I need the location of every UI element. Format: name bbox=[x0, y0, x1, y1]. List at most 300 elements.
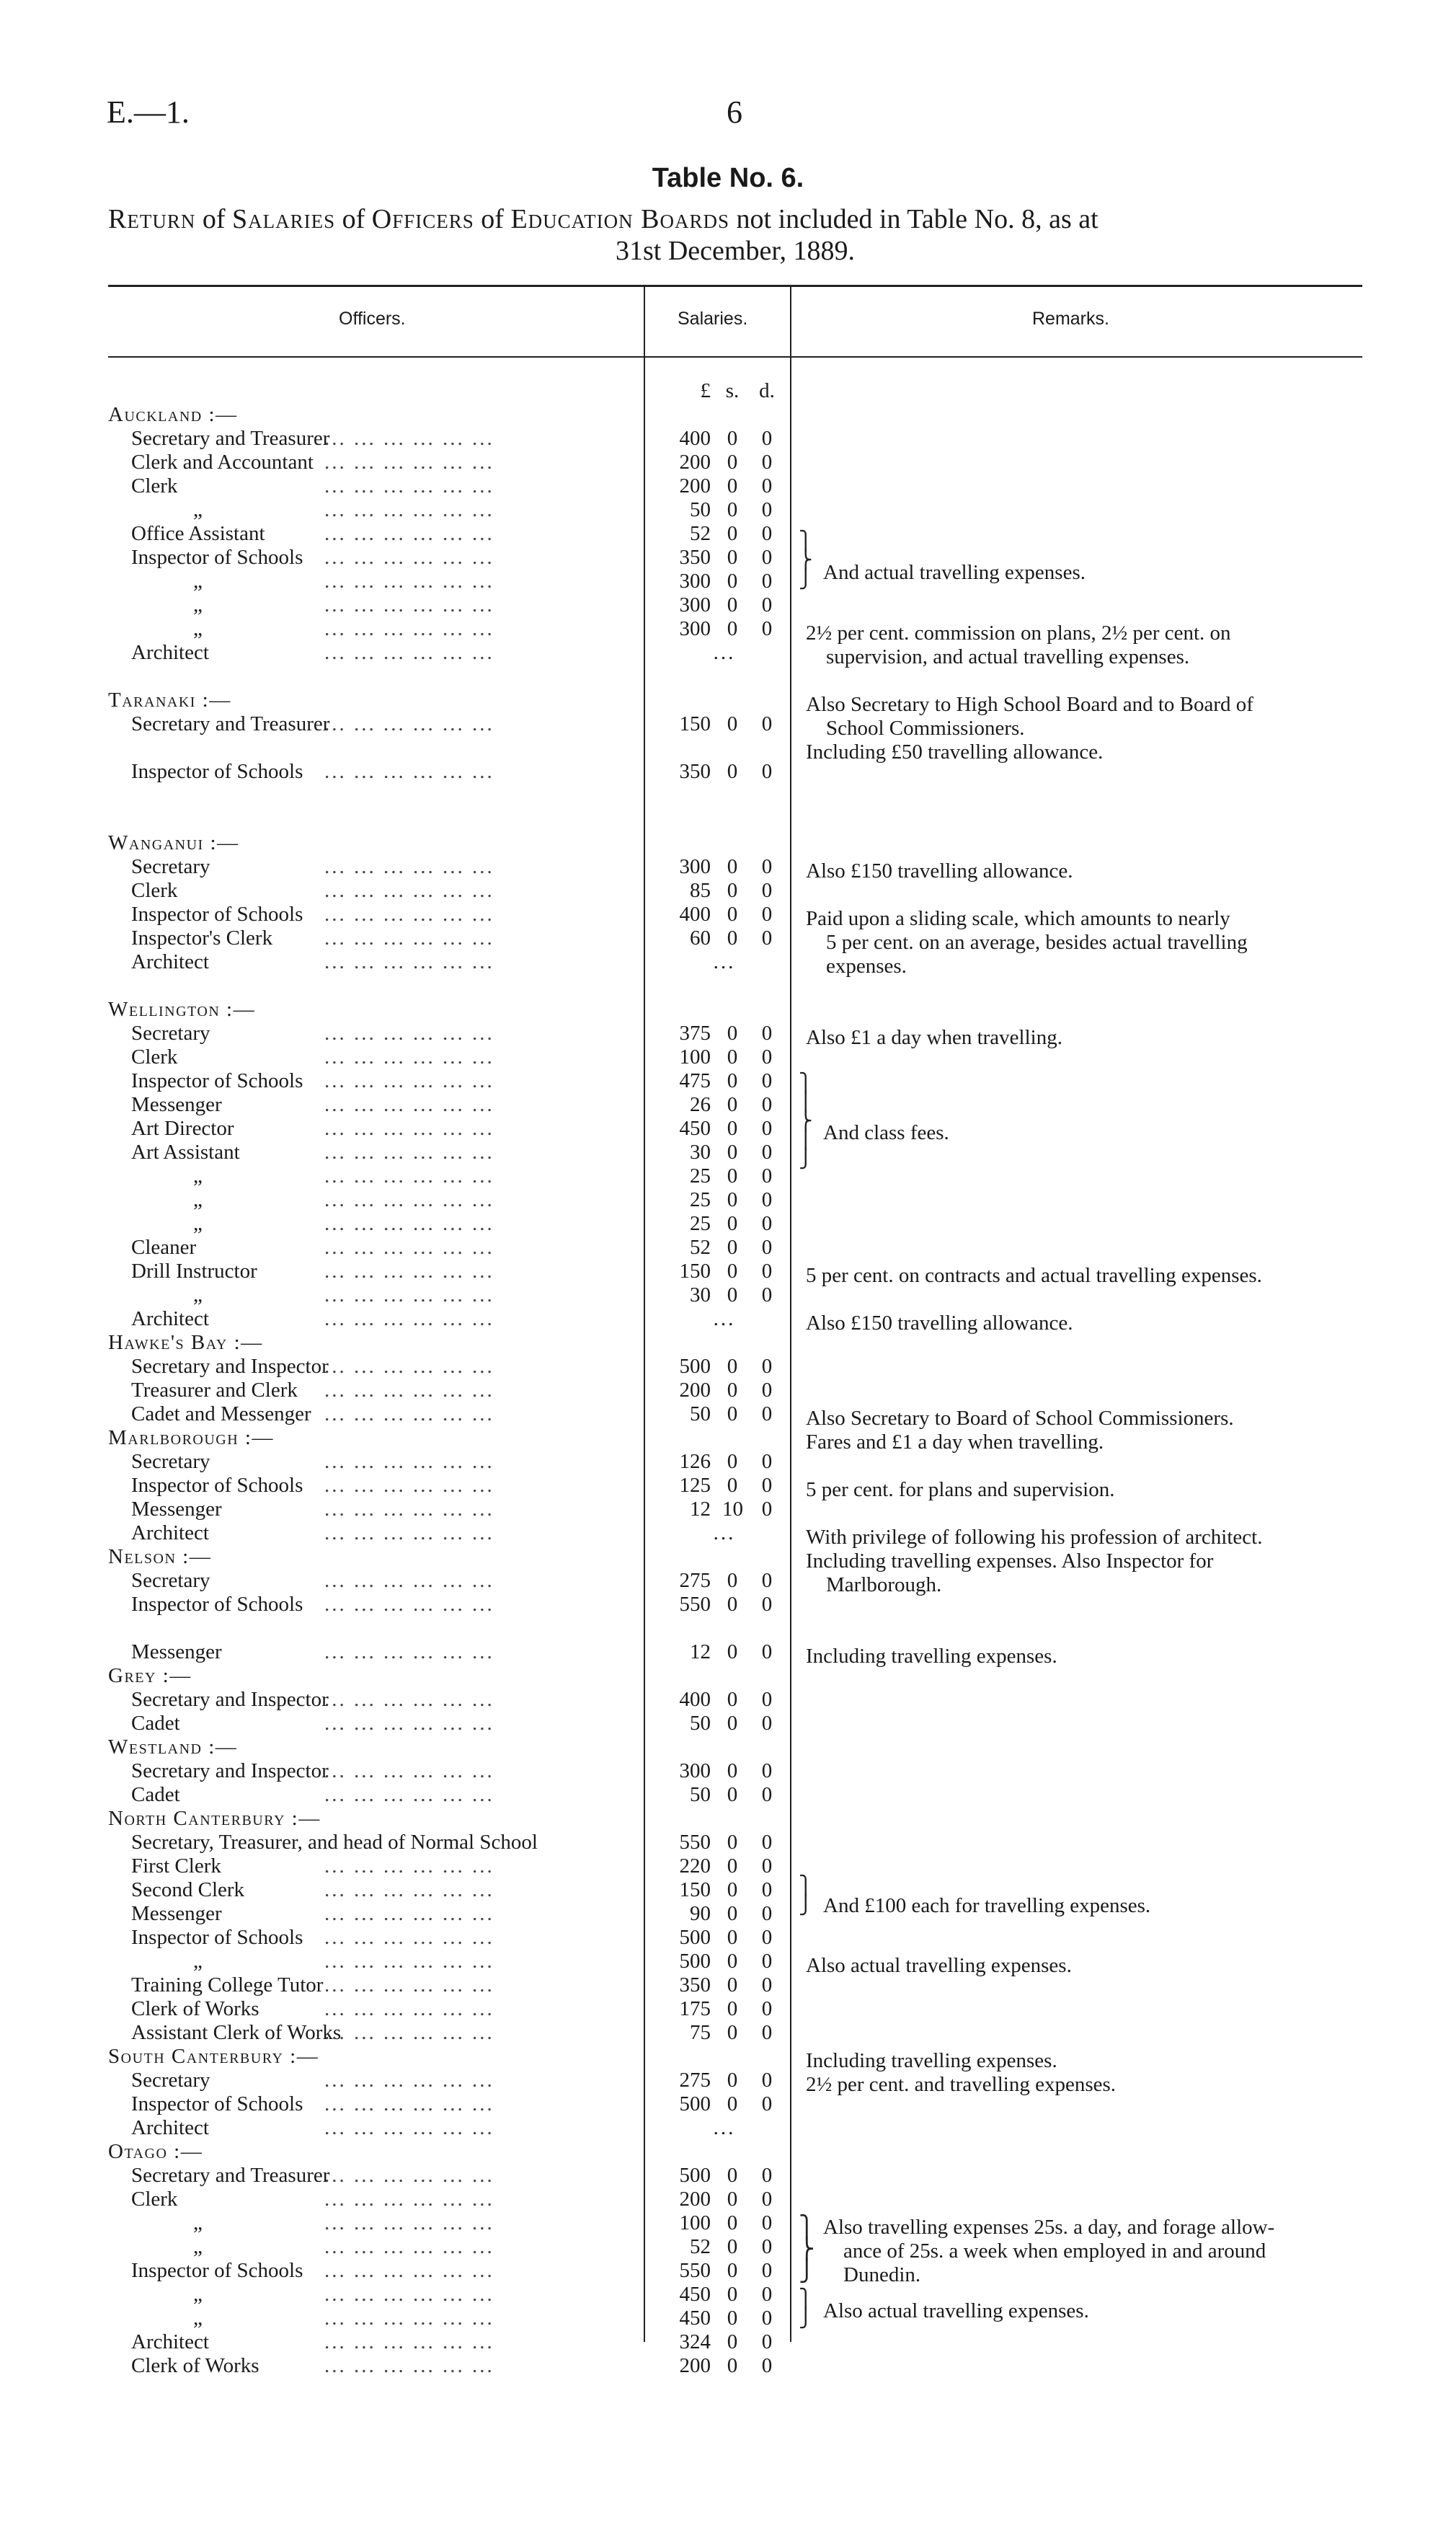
salary-shillings: 0 bbox=[727, 570, 738, 593]
leader-dots: ... ... ... ... ... ... bbox=[324, 1759, 494, 1782]
salary-pounds: 50 bbox=[690, 498, 711, 521]
leader-dots: ... ... ... ... ... ... bbox=[324, 1164, 494, 1188]
salary-shillings: 0 bbox=[727, 593, 738, 616]
salary-row bbox=[0, 427, 1456, 451]
salary-pence: 0 bbox=[761, 2021, 773, 2044]
subtitle-word: Return bbox=[108, 204, 196, 234]
salary-row bbox=[0, 2354, 1456, 2378]
salary-pence: 0 bbox=[761, 617, 773, 640]
salary-pounds: 25 bbox=[690, 1188, 711, 1211]
salary-pounds: 300 bbox=[679, 617, 711, 640]
salary-row bbox=[0, 593, 1456, 617]
officer-title: Second Clerk bbox=[131, 1878, 245, 1901]
brace-wellington-art: ⎫ ⎪ ⎬ ⎪ ⎭ bbox=[799, 1073, 813, 1169]
salary-shillings: 0 bbox=[727, 617, 738, 640]
salary-pence: 0 bbox=[761, 1188, 773, 1211]
salary-shillings: 0 bbox=[727, 1188, 738, 1211]
leader-dots: ... ... ... ... ... ... bbox=[324, 712, 494, 735]
officer-title: Drill Instructor bbox=[131, 1260, 257, 1283]
officer-title: Clerk of Works bbox=[131, 2354, 259, 2377]
column-header-officers: Officers. bbox=[339, 309, 406, 329]
salary-pence: 0 bbox=[761, 2164, 773, 2187]
salary-row bbox=[0, 1688, 1456, 1712]
leader-dots: ... ... ... ... ... ... bbox=[324, 2354, 494, 2377]
salary-pence: 0 bbox=[761, 855, 773, 878]
salary-shillings: 0 bbox=[727, 1854, 738, 1878]
salary-shillings: 0 bbox=[727, 855, 738, 878]
board-heading-row bbox=[0, 998, 1456, 1022]
salary-pounds: 450 bbox=[679, 1117, 711, 1140]
salary-shillings: 0 bbox=[727, 546, 738, 569]
salary-pounds: 175 bbox=[679, 1997, 711, 2020]
leader-dots: ... ... ... ... ... ... bbox=[324, 1521, 494, 1544]
salary-pounds: 275 bbox=[679, 2069, 711, 2092]
salary-shillings: 0 bbox=[727, 2235, 738, 2258]
leader-dots: ... ... ... ... ... ... bbox=[324, 1973, 494, 1997]
subtitle-word: not included in Table No. 8, as at bbox=[736, 204, 1098, 234]
leader-dots: ... ... ... ... ... ... bbox=[324, 2330, 494, 2353]
salary-row bbox=[0, 1212, 1456, 1236]
salary-pounds: 52 bbox=[690, 522, 711, 545]
salary-shillings: 0 bbox=[727, 2211, 738, 2234]
leader-dots: ... ... ... ... ... ... bbox=[324, 1283, 494, 1306]
remark-auckland-architect bbox=[806, 622, 1362, 669]
officer-title: „ bbox=[193, 1212, 203, 1235]
officer-title: Secretary and Inspector bbox=[131, 1355, 329, 1378]
salary-pounds: 350 bbox=[679, 1973, 711, 1997]
remark-line: Also Secretary to High School Board and to Board of bbox=[806, 693, 1253, 716]
officer-title: Secretary bbox=[131, 1450, 210, 1473]
remark-south-canterbury-inspector: Including travelling expenses. bbox=[806, 2049, 1057, 2072]
brace-otago-architect: ⎫ ⎭ bbox=[799, 2289, 813, 2328]
leader-dots: ... ... ... ... ... ... bbox=[324, 2164, 494, 2187]
officer-title: „ bbox=[193, 1283, 203, 1306]
officer-title: Secretary and Treasurer bbox=[131, 427, 330, 450]
leader-dots: ... ... ... ... ... ... bbox=[324, 617, 494, 640]
salary-nil: ... bbox=[713, 2116, 736, 2139]
leader-dots: ... ... ... ... ... ... bbox=[324, 1212, 494, 1235]
officer-title: Messenger bbox=[131, 1498, 222, 1521]
board-heading-row bbox=[0, 403, 1456, 427]
salary-shillings: 0 bbox=[727, 2069, 738, 2092]
salary-pounds: 500 bbox=[679, 1355, 711, 1378]
remark-taranaki-inspector: Including £50 travelling allowance. bbox=[806, 740, 1104, 764]
remark-marlborough-secretary: Also Secretary to Board of School Commissioners. bbox=[806, 1407, 1234, 1430]
page-number: 6 bbox=[727, 94, 742, 130]
leader-dots: ... ... ... ... ... ... bbox=[324, 1450, 494, 1473]
leader-dots: ... ... ... ... ... ... bbox=[324, 760, 494, 783]
salary-pounds: 85 bbox=[690, 879, 711, 902]
leader-dots: ... ... ... ... ... ... bbox=[324, 641, 494, 664]
salary-pounds: 52 bbox=[690, 1236, 711, 1259]
officer-title: Secretary bbox=[131, 1022, 210, 1045]
officer-title: Office Assistant bbox=[131, 522, 265, 545]
officer-title: „ bbox=[193, 2235, 203, 2258]
officer-title: Architect bbox=[131, 1521, 209, 1544]
column-header-remarks: Remarks. bbox=[1032, 309, 1109, 329]
salary-shillings: 0 bbox=[727, 2354, 738, 2377]
remark-line: School Commissioners. bbox=[826, 717, 1025, 740]
leader-dots: ... ... ... ... ... ... bbox=[324, 1022, 494, 1045]
officer-title: Architect bbox=[131, 1307, 209, 1330]
salary-row bbox=[0, 2116, 1456, 2140]
salary-shillings: 0 bbox=[727, 1093, 738, 1116]
salary-shillings: 0 bbox=[727, 1117, 738, 1140]
salary-pence: 0 bbox=[761, 546, 773, 569]
salary-pence: 0 bbox=[761, 760, 773, 783]
leader-dots: ... ... ... ... ... ... bbox=[324, 1640, 494, 1663]
salary-pounds: 475 bbox=[679, 1069, 711, 1092]
officer-title: Clerk bbox=[131, 474, 178, 498]
salary-nil: ... bbox=[713, 641, 736, 664]
officer-title: „ bbox=[193, 2283, 203, 2306]
salary-pence: 0 bbox=[761, 1878, 773, 1901]
officer-title: „ bbox=[193, 2307, 203, 2330]
officer-title: Cadet and Messenger bbox=[131, 1402, 311, 1425]
salary-row bbox=[0, 1236, 1456, 1260]
officer-title: Cleaner bbox=[131, 1236, 197, 1259]
salary-row bbox=[0, 1759, 1456, 1783]
salary-pounds: 500 bbox=[679, 1926, 711, 1949]
salary-pounds: 125 bbox=[679, 1474, 711, 1497]
leader-dots: ... ... ... ... ... ... bbox=[324, 1045, 494, 1069]
salary-pounds: 30 bbox=[690, 1283, 711, 1306]
salary-pounds: 75 bbox=[690, 2021, 711, 2044]
salary-pence: 0 bbox=[761, 1950, 773, 1973]
officer-title: Clerk of Works bbox=[131, 1997, 259, 2020]
subtitle-word: Education Boards bbox=[510, 204, 730, 234]
salary-row bbox=[0, 498, 1456, 522]
salary-row bbox=[0, 1069, 1456, 1093]
remark-north-canterbury-clerk-works: Also actual travelling expenses. bbox=[806, 1954, 1072, 1977]
salary-row bbox=[0, 1355, 1456, 1379]
salary-pence: 0 bbox=[761, 1379, 773, 1402]
salary-pence: 0 bbox=[761, 1236, 773, 1259]
salary-pounds: 450 bbox=[679, 2283, 711, 2306]
leader-dots: ... ... ... ... ... ... bbox=[324, 1878, 494, 1901]
pounds-header: £ bbox=[700, 379, 711, 402]
officer-title: „ bbox=[193, 570, 203, 593]
salary-pence: 0 bbox=[761, 2069, 773, 2092]
salary-shillings: 0 bbox=[727, 712, 738, 735]
salary-pounds: 200 bbox=[679, 451, 711, 474]
salary-row bbox=[0, 1188, 1456, 1212]
salary-shillings: 0 bbox=[727, 1355, 738, 1378]
leader-dots: ... ... ... ... ... ... bbox=[324, 1498, 494, 1521]
salary-shillings: 0 bbox=[727, 1878, 738, 1901]
salary-shillings: 0 bbox=[727, 1379, 738, 1402]
remark-line: ance of 25s. a week when employed in and around bbox=[843, 2239, 1266, 2263]
leader-dots: ... ... ... ... ... ... bbox=[324, 474, 494, 498]
salary-pounds: 200 bbox=[679, 1379, 711, 1402]
leader-dots: ... ... ... ... ... ... bbox=[324, 593, 494, 616]
officer-title: Secretary bbox=[131, 2069, 210, 2092]
officer-title: Inspector of Schools bbox=[131, 1474, 303, 1497]
salary-pence: 0 bbox=[761, 1759, 773, 1782]
salary-pounds: 300 bbox=[679, 1759, 711, 1782]
salary-pence: 0 bbox=[761, 2092, 773, 2115]
salary-pence: 0 bbox=[761, 427, 773, 450]
remark-north-canterbury-inspectors: And £100 each for travelling expenses. bbox=[823, 1894, 1151, 1917]
salary-shillings: 0 bbox=[727, 1926, 738, 1949]
leader-dots: ... ... ... ... ... ... bbox=[324, 2259, 494, 2282]
salary-pence: 0 bbox=[761, 1498, 773, 1521]
officer-title: Secretary and Inspector bbox=[131, 1759, 329, 1782]
salary-shillings: 0 bbox=[727, 2188, 738, 2211]
salary-row bbox=[0, 522, 1456, 546]
salary-shillings: 0 bbox=[727, 1688, 738, 1711]
remark-marlborough-architect: 5 per cent. for plans and supervision. bbox=[806, 1478, 1115, 1501]
salary-nil: ... bbox=[713, 950, 736, 973]
salary-shillings: 0 bbox=[727, 1783, 738, 1806]
leader-dots: ... ... ... ... ... ... bbox=[324, 1117, 494, 1140]
salary-pence: 0 bbox=[761, 2330, 773, 2353]
remark-line: Marlborough. bbox=[826, 1573, 942, 1596]
salary-pence: 0 bbox=[761, 1926, 773, 1949]
shillings-header: s. bbox=[725, 379, 740, 402]
officer-title: Secretary bbox=[131, 1569, 210, 1592]
board-name: North Canterbury :— bbox=[108, 1807, 321, 1830]
officer-title: Secretary and Treasurer bbox=[131, 2164, 330, 2187]
brace-auckland-inspectors: ⎫ ⎬ ⎭ bbox=[799, 531, 813, 589]
leader-dots: ... ... ... ... ... ... bbox=[324, 1569, 494, 1592]
salary-pounds: 500 bbox=[679, 2164, 711, 2187]
salary-pence: 0 bbox=[761, 570, 773, 593]
subtitle-word: of bbox=[481, 204, 504, 234]
remark-marlborough-inspector: Fares and £1 a day when travelling. bbox=[806, 1431, 1104, 1454]
leader-dots: ... ... ... ... ... ... bbox=[324, 1997, 494, 2020]
salary-shillings: 0 bbox=[727, 1402, 738, 1425]
salary-pence: 0 bbox=[761, 1164, 773, 1188]
subtitle-word: Salaries bbox=[232, 204, 336, 234]
salary-pence: 0 bbox=[761, 2188, 773, 2211]
salary-shillings: 0 bbox=[727, 427, 738, 450]
salary-pence: 0 bbox=[761, 2211, 773, 2234]
leader-dots: ... ... ... ... ... ... bbox=[324, 1474, 494, 1497]
salary-pence: 0 bbox=[761, 1450, 773, 1473]
remark-line: 2½ per cent. commission on plans, 2½ per cent. on bbox=[806, 622, 1231, 645]
salary-pence: 0 bbox=[761, 903, 773, 926]
salary-row bbox=[0, 2021, 1456, 2045]
salary-pounds: 350 bbox=[679, 760, 711, 783]
salary-shillings: 0 bbox=[727, 1212, 738, 1235]
brace-north-canterbury: ⎫ ⎭ bbox=[799, 1875, 813, 1915]
leader-dots: ... ... ... ... ... ... bbox=[324, 1093, 494, 1116]
salary-shillings: 0 bbox=[727, 903, 738, 926]
officer-title: Inspector of Schools bbox=[131, 546, 303, 569]
leader-dots: ... ... ... ... ... ... bbox=[324, 1902, 494, 1925]
leader-dots: ... ... ... ... ... ... bbox=[324, 2021, 494, 2044]
salary-row bbox=[0, 1997, 1456, 2021]
salary-shillings: 0 bbox=[727, 1973, 738, 1997]
remark-nelson-secretary: With privilege of following his profession of architect. bbox=[806, 1526, 1263, 1549]
leader-dots: ... ... ... ... ... ... bbox=[324, 1307, 494, 1330]
leader-dots: ... ... ... ... ... ... bbox=[324, 2092, 494, 2115]
salary-row bbox=[0, 474, 1456, 498]
salary-pence: 0 bbox=[761, 1997, 773, 2020]
salary-pounds: 400 bbox=[679, 903, 711, 926]
subtitle-date: 31st December, 1889. bbox=[616, 236, 855, 266]
salary-pence: 0 bbox=[761, 2283, 773, 2306]
salary-shillings: 0 bbox=[727, 1045, 738, 1069]
remark-south-canterbury-architect: 2½ per cent. and travelling expenses. bbox=[806, 2073, 1117, 2096]
remark-line: Dunedin. bbox=[843, 2263, 921, 2286]
salary-shillings: 0 bbox=[727, 474, 738, 498]
officer-title: „ bbox=[193, 2211, 203, 2234]
salary-row bbox=[0, 1712, 1456, 1736]
salary-shillings: 0 bbox=[727, 2283, 738, 2306]
salary-pounds: 450 bbox=[679, 2307, 711, 2330]
remark-line: expenses. bbox=[826, 955, 907, 978]
leader-dots: ... ... ... ... ... ... bbox=[324, 1926, 494, 1949]
officer-title: Messenger bbox=[131, 1640, 222, 1663]
board-name: Wellington :— bbox=[108, 998, 256, 1021]
table-top-rule bbox=[108, 285, 1362, 287]
brace-otago-inspectors: ⎫ ⎬ ⎭ bbox=[799, 2216, 815, 2283]
leader-dots: ... ... ... ... ... ... bbox=[324, 1950, 494, 1973]
remark-line: Paid upon a sliding scale, which amounts to nearly bbox=[806, 907, 1230, 930]
leader-dots: ... ... ... ... ... ... bbox=[324, 570, 494, 593]
salary-row bbox=[0, 2164, 1456, 2188]
salary-pence: 0 bbox=[761, 1117, 773, 1140]
salary-pence: 0 bbox=[761, 1283, 773, 1306]
remark-line: Also travelling expenses 25s. a day, and forage allow- bbox=[823, 2216, 1275, 2239]
salary-row bbox=[0, 2330, 1456, 2354]
salary-pounds: 52 bbox=[690, 2235, 711, 2258]
salary-pounds: 200 bbox=[679, 474, 711, 498]
salary-pounds: 150 bbox=[679, 1260, 711, 1283]
board-name: Westland :— bbox=[108, 1736, 238, 1759]
salary-pounds: 300 bbox=[679, 570, 711, 593]
salary-pounds: 324 bbox=[679, 2330, 711, 2353]
salary-shillings: 0 bbox=[727, 760, 738, 783]
officer-title: Art Director bbox=[131, 1117, 234, 1140]
leader-dots: ... ... ... ... ... ... bbox=[324, 927, 494, 950]
salary-shillings: 0 bbox=[727, 2330, 738, 2353]
officer-title: Clerk bbox=[131, 2188, 178, 2211]
salary-pounds: 275 bbox=[679, 1569, 711, 1592]
salary-pounds: 500 bbox=[679, 2092, 711, 2115]
remark-nelson-inspector bbox=[806, 1549, 1362, 1597]
salary-shillings: 0 bbox=[727, 2164, 738, 2187]
salary-pounds: 400 bbox=[679, 427, 711, 450]
board-name: Auckland :— bbox=[108, 403, 238, 426]
salary-pence: 0 bbox=[761, 1593, 773, 1616]
salary-pence: 0 bbox=[761, 474, 773, 498]
page-ref: E.—1. bbox=[107, 94, 190, 130]
board-name: Otago :— bbox=[108, 2140, 203, 2163]
salary-pence: 0 bbox=[761, 1402, 773, 1425]
salary-shillings: 0 bbox=[727, 1260, 738, 1283]
salary-pounds: 25 bbox=[690, 1212, 711, 1235]
salary-row bbox=[0, 451, 1456, 474]
salary-pence: 0 bbox=[761, 522, 773, 545]
leader-dots: ... ... ... ... ... ... bbox=[324, 2116, 494, 2139]
salary-pence: 0 bbox=[761, 1474, 773, 1497]
leader-dots: ... ... ... ... ... ... bbox=[324, 1854, 494, 1878]
officer-title: Architect bbox=[131, 950, 209, 973]
table-subtitle bbox=[108, 203, 1362, 267]
remark-line: Including travelling expenses. Also Inspector for bbox=[806, 1549, 1214, 1573]
salary-pounds: 25 bbox=[690, 1164, 711, 1188]
remark-otago-architect: Also actual travelling expenses. bbox=[823, 2299, 1089, 2322]
salary-shillings: 10 bbox=[722, 1498, 743, 1521]
salary-shillings: 0 bbox=[727, 1283, 738, 1306]
officer-title: Inspector of Schools bbox=[131, 1069, 303, 1092]
officer-title: Architect bbox=[131, 2330, 209, 2353]
leader-dots: ... ... ... ... ... ... bbox=[324, 1260, 494, 1283]
salary-pence: 0 bbox=[761, 1045, 773, 1069]
salary-row bbox=[0, 1093, 1456, 1117]
salary-shillings: 0 bbox=[727, 1141, 738, 1164]
remark-wanganui-inspector: Also £150 travelling allowance. bbox=[806, 859, 1073, 883]
officer-title: Treasurer and Clerk bbox=[131, 1379, 298, 1402]
subtitle-word: of bbox=[202, 204, 226, 234]
officer-title: Clerk and Accountant bbox=[131, 451, 314, 474]
remark-line: 5 per cent. on an average, besides actual travelling bbox=[826, 931, 1248, 954]
salary-shillings: 0 bbox=[727, 1236, 738, 1259]
officer-title: Architect bbox=[131, 2116, 209, 2139]
subtitle-word: of bbox=[342, 204, 365, 234]
leader-dots: ... ... ... ... ... ... bbox=[324, 498, 494, 521]
remark-grey-secretary: Including travelling expenses. bbox=[806, 1645, 1057, 1668]
salary-shillings: 0 bbox=[727, 451, 738, 474]
officer-title: „ bbox=[193, 1164, 203, 1188]
board-heading-row bbox=[0, 2140, 1456, 2164]
officer-title: Inspector of Schools bbox=[131, 760, 303, 783]
officer-title: „ bbox=[193, 1188, 203, 1211]
leader-dots: ... ... ... ... ... ... bbox=[324, 2211, 494, 2234]
salary-shillings: 0 bbox=[727, 1902, 738, 1925]
board-name: Wanganui :— bbox=[108, 831, 239, 854]
salary-pence: 0 bbox=[761, 927, 773, 950]
officer-title: Art Assistant bbox=[131, 1141, 240, 1164]
salary-nil: ... bbox=[713, 1521, 736, 1544]
leader-dots: ... ... ... ... ... ... bbox=[324, 879, 494, 902]
salary-pence: 0 bbox=[761, 879, 773, 902]
pence-header: d. bbox=[759, 379, 775, 402]
officer-title: „ bbox=[193, 1950, 203, 1973]
salary-pounds: 26 bbox=[690, 1093, 711, 1116]
salary-pence: 0 bbox=[761, 1212, 773, 1235]
leader-dots: ... ... ... ... ... ... bbox=[324, 1069, 494, 1092]
board-name: Nelson :— bbox=[108, 1545, 212, 1568]
salary-shillings: 0 bbox=[727, 1831, 738, 1854]
officer-title: Secretary bbox=[131, 855, 210, 878]
officer-title: „ bbox=[193, 593, 203, 616]
officer-title: Secretary, Treasurer, and head of Normal School bbox=[131, 1831, 538, 1854]
header-bottom-rule bbox=[108, 356, 1362, 358]
salary-shillings: 0 bbox=[727, 1640, 738, 1663]
salary-pence: 0 bbox=[761, 2307, 773, 2330]
board-name: Taranaki :— bbox=[108, 689, 231, 712]
salary-pence: 0 bbox=[761, 1902, 773, 1925]
leader-dots: ... ... ... ... ... ... bbox=[324, 522, 494, 545]
officer-title: Messenger bbox=[131, 1093, 222, 1116]
salary-shillings: 0 bbox=[727, 2259, 738, 2282]
salary-pence: 0 bbox=[761, 2259, 773, 2282]
officer-title: Cadet bbox=[131, 1712, 180, 1735]
leader-dots: ... ... ... ... ... ... bbox=[324, 546, 494, 569]
leader-dots: ... ... ... ... ... ... bbox=[324, 451, 494, 474]
salary-pence: 0 bbox=[761, 2235, 773, 2258]
salary-shillings: 0 bbox=[727, 2021, 738, 2044]
salary-pounds: 150 bbox=[679, 712, 711, 735]
salary-row bbox=[0, 1164, 1456, 1188]
salary-pence: 0 bbox=[761, 1783, 773, 1806]
salary-pounds: 550 bbox=[679, 1831, 711, 1854]
officer-title: Assistant Clerk of Works bbox=[131, 2021, 342, 2044]
